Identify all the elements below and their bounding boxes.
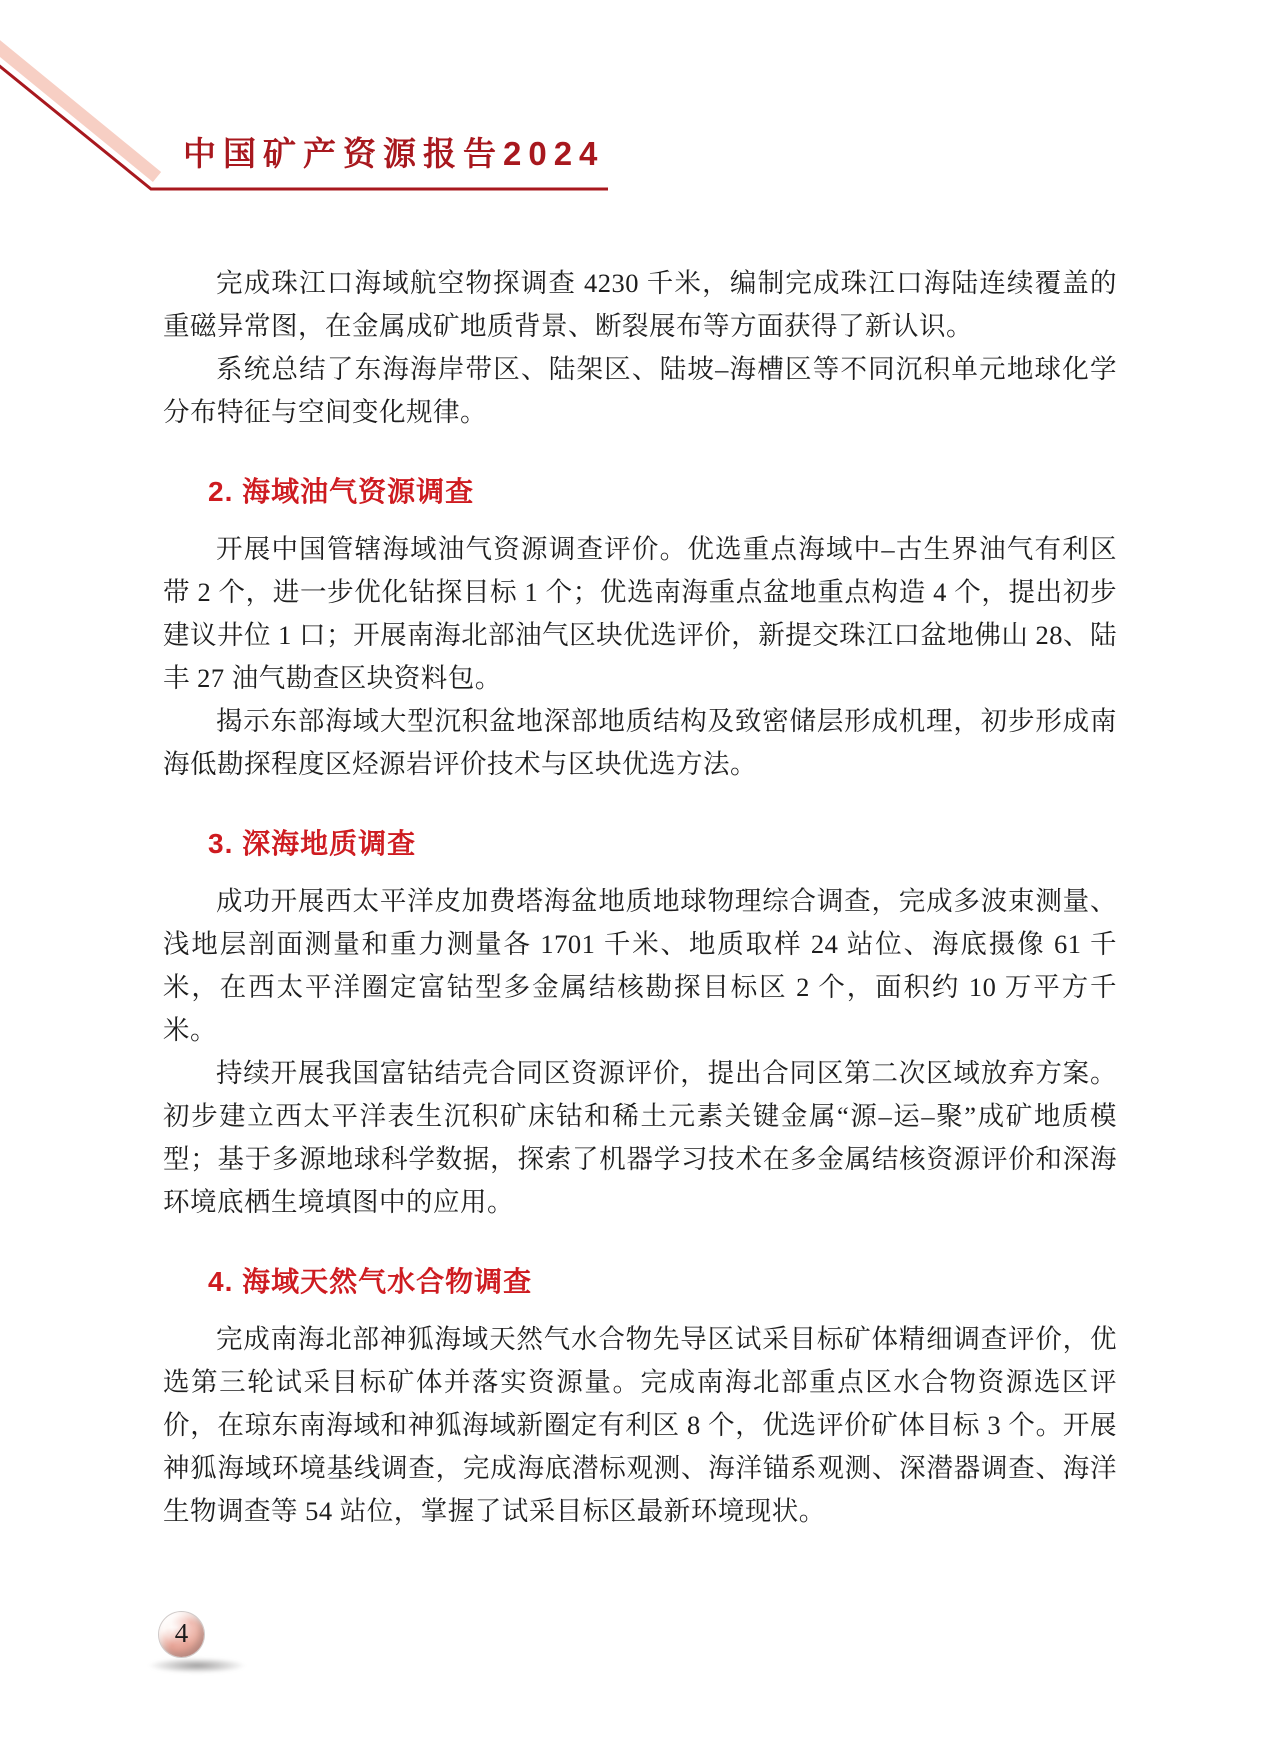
paragraph-east-sea-basins: 揭示东部海域大型沉积盆地深部地质结构及致密储层形成机理，初步形成南海低勘探程度区烃源岩评价技术与区块优选方法。 [163, 706, 1117, 779]
section-heading-deepsea-geology: 3. 深海地质调查 [208, 828, 417, 859]
section-heading-offshore-oilgas: 2. 海域油气资源调查 [208, 476, 475, 507]
paragraph-donghai-geochem: 系统总结了东海海岸带区、陆架区、陆坡–海槽区等不同沉积单元地球化学分布特征与空间变化规律。 [163, 354, 1117, 427]
paragraph-shenhu-hydrate: 完成南海北部神狐海域天然气水合物先导区试采目标矿体精细调查评价，优选第三轮试采目标矿体并落实资源量。完成南海北部重点区水合物资源选区评价，在琼东南海域和神狐海域新圈定有利区 8 个，优选评价矿体目标 3 个。开展神狐海域环境基线调查，完成海底潜标观测、海洋锚系观测、深潜器调查、海洋生物调查等 54 站位，掌握了试采目标区最新环境现状。 [163, 1324, 1117, 1526]
paragraph-zhujiangkou-survey: 完成珠江口海域航空物探调查 4230 千米，编制完成珠江口海陆连续覆盖的重磁异常图，在金属成矿地质背景、断裂展布等方面获得了新认识。 [163, 268, 1117, 341]
globe-shadow [149, 1658, 245, 1673]
paragraph-oilgas-evaluation: 开展中国管辖海域油气资源调查评价。优选重点海域中–古生界油气有利区带 2 个，进一步优化钻探目标 1 个；优选南海重点盆地重点构造 4 个，提出初步建议井位 1 口；开展南海北部油气区块优选评价，新提交珠江口盆地佛山 28、陆丰 27 油气勘查区块资料包。 [163, 534, 1117, 693]
section-heading-gas-hydrate: 4. 海域天然气水合物调查 [208, 1266, 533, 1297]
paragraph-pigafetta-survey: 成功开展西太平洋皮加费塔海盆地质地球物理综合调查，完成多波束测量、浅地层剖面测量和重力测量各 1701 千米、地质取样 24 站位、海底摄像 61 千米，在西太平洋圈定富钴型多金属结核勘探目标区 2 个，面积约 10 万平方千米。 [163, 886, 1117, 1045]
report-title: 中国矿产资源报告2024 [183, 135, 605, 172]
page-number-globe-icon [159, 1612, 204, 1657]
page-number: 4 [174, 1618, 189, 1648]
paragraph-cobalt-crust: 持续开展我国富钴结壳合同区资源评价，提出合同区第二次区域放弃方案。初步建立西太平洋表生沉积矿床钴和稀土元素关键金属“源–运–聚”成矿地质模型；基于多源地球科学数据，探索了机器学习技术在多金属结核资源评价和深海环境底栖生境填图中的应用。 [163, 1058, 1117, 1217]
